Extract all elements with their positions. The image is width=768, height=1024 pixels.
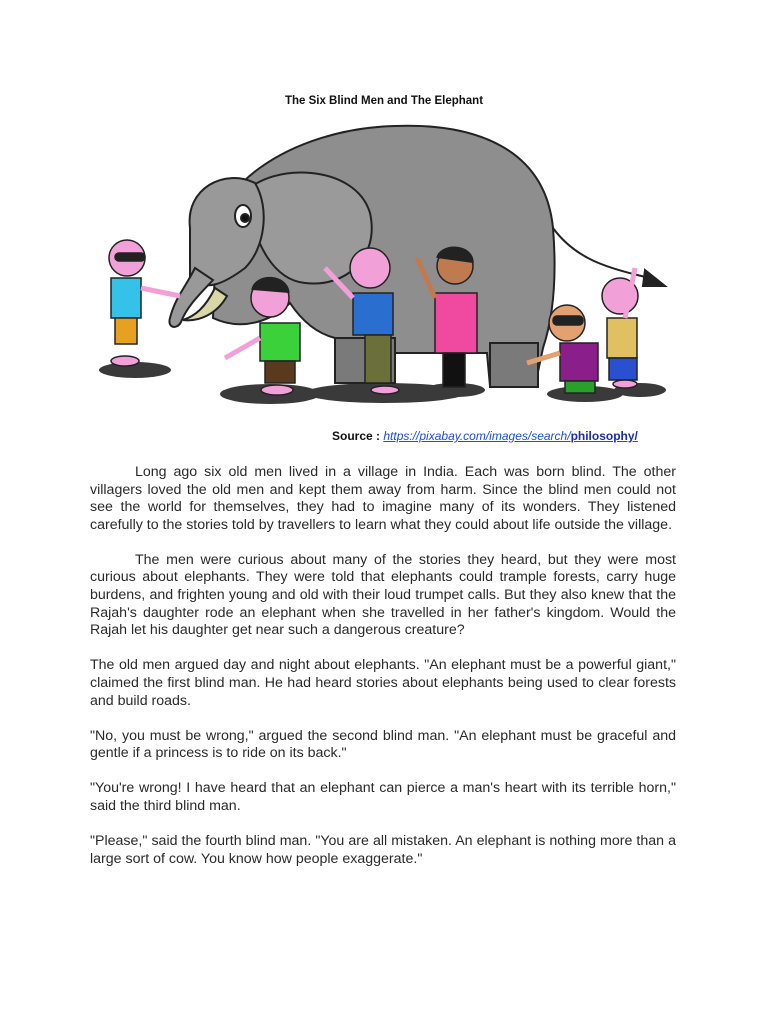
source-link[interactable] <box>383 429 638 443</box>
paragraph: Long ago six old men lived in a village in India. Each was born blind. The other villagers loved the old men and kept them away from harm. Since the blind men could not see the world for themselves, they had to imagine many of its wonders. They listened carefully to the stories told by travellers to learn what they could about life outside the village. <box>90 464 676 533</box>
paragraph: The men were curious about many of the stories they heard, but they were most curious about elephants. They were told that elephants could trample forests, carry huge burdens, and frighten young and old with their loud trumpet calls. But they also knew that the Rajah's daughter rode an elephant when she travelled in her father's kingdom. Would the Rajah let his daughter get near such a dangerous creature? <box>90 551 676 639</box>
story-body <box>90 464 676 886</box>
document-title: The Six Blind Men and The Elephant <box>284 95 484 107</box>
elephant-illustration <box>95 118 675 418</box>
source-link-prefix: https://pixabay.com/images/search/ <box>383 429 571 443</box>
source-citation <box>332 429 638 443</box>
paragraph: "You're wrong! I have heard that an elephant can pierce a man's heart with its terrible horn," said the third blind man. <box>90 780 676 814</box>
paragraph: The old men argued day and night about elephants. "An elephant must be a powerful giant," claimed the first blind man. He had heard stories about elephants being used to clear forests and build roads. <box>90 657 676 709</box>
paragraph: "No, you must be wrong," argued the second blind man. "An elephant must be graceful and gentle if a princess is to ride on its back." <box>90 727 676 762</box>
blind-man-1 <box>109 240 180 366</box>
source-label: Source : <box>332 429 381 443</box>
blind-man-6 <box>602 268 638 388</box>
paragraph: "Please," said the fourth blind man. "You are all mistaken. An elephant is nothing more than a large sort of cow. You know how people exaggerate." <box>90 833 676 867</box>
source-link-bold: philosophy/ <box>570 429 638 443</box>
